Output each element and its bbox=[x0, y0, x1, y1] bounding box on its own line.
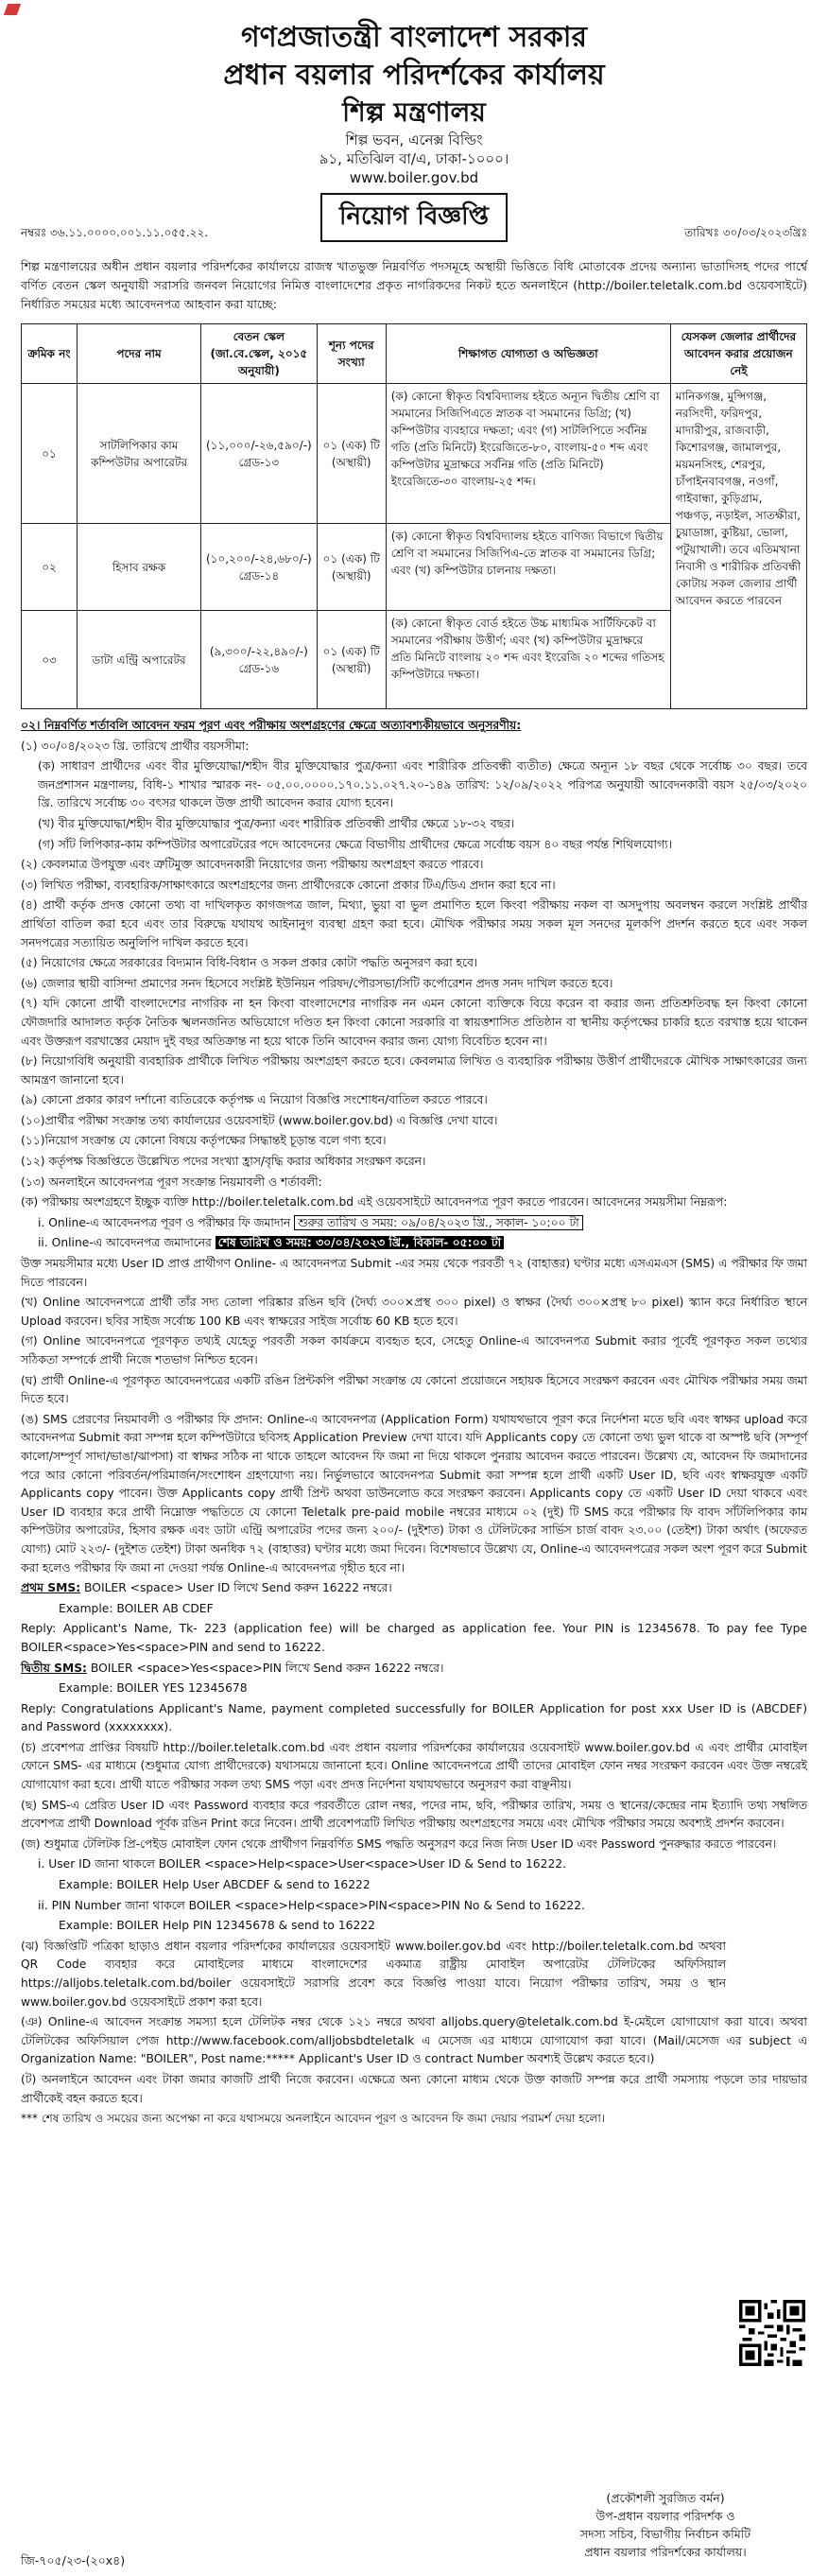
condition-item: (খ) বীর মুক্তিযোদ্ধা/শহীদ বীর মুক্তিযোদ্ধার পুত্র/কন্যা এবং শারীরিক প্রতিবন্ধী প্রার্থীর ক্ষেত্রে ১৮-৩২ বছর। bbox=[38, 816, 515, 830]
row-post: সাটলিপিকার কাম কম্পিউটার অপারেটর bbox=[78, 384, 201, 524]
online-item: (ছ) SMS-এ প্রেরিত User ID এবং Password ব্যবহার করে পরবর্তীতে রোল নম্বর, পদের নাম, ছবি, পরীক্ষার তারিখ, সময় ও স্থানের/কেন্দ্রের নাম ইত্যাদি তথ্য সম্বলিত প্রবেশপত্র প্রার্থী Download পূর্বক রঙিন Print করে নিবেন। প্রার্থী প্রবেশপত্রটি লিখিত পরীক্ষায় অংশগ্রহণের সময়ে এবং মৌখিক পরীক্ষার সময়ে অবশ্যই প্রদর্শন করবেন। bbox=[21, 1798, 807, 1831]
condition-item: (৫) নিয়োগের ক্ষেত্রে সরকারের বিদ্যমান বিধি-বিধান ও সকল প্রকার কোটা পদ্ধতি অনুসরণ করা হবে। bbox=[21, 956, 478, 970]
row-qualification: (ক) কোনো স্বীকৃত বিশ্ববিদ্যালয় হইতে বাণিজ্য বিভাগে দ্বিতীয় শ্রেণি বা সমমানের সিজিপিএ-তে স্নাতক বা সমমানের ডিগ্রি; এবং (খ) কম্পিউটার চালনায় দক্ষতা। bbox=[386, 524, 670, 611]
ministry-name: শিল্প মন্ত্রণালয় bbox=[342, 96, 486, 128]
row-scale: (১১,০০০/-২৬,৫৯০/-) গ্রেড-১৩ bbox=[201, 384, 318, 524]
sms-first-example: Example: BOILER AB CDEF bbox=[59, 1601, 214, 1615]
th-scale: বেতন স্কেল (জা.বে.স্কেল, ২০১৫ অনুযায়ী) bbox=[201, 324, 318, 384]
deadline-end bbox=[21, 1234, 807, 1253]
online-item: (ট) অনলাইনে আবেদন এবং টাকা জমার কাজটি প্রার্থী নিজে করবেন। এক্ষেত্রে অন্য কোনো মাধ্যম থেকে উক্ত কাজটি সম্পন্ন করে প্রার্থী সমস্যায় পড়লে তার দায়ভার প্রার্থীকেই বহন করতে হবে। bbox=[21, 2072, 807, 2105]
office-name: প্রধান বয়লার পরিদর্শকের কার্যালয় bbox=[223, 59, 605, 92]
conditions-heading: ০২। নিম্নবর্ণিত শর্তাবলি আবেদন ফরম পূরণ এবং পরীক্ষায় অংশগ্রহণের ক্ষেত্রে অত্যাবশ্যকীয়ভাবে অনুসরণীয়: bbox=[21, 719, 522, 732]
recovery-pin: ii. PIN Number জানা থাকলে BOILER <space>Help<space>PIN<space>PIN No & Send to 16222. bbox=[38, 1898, 585, 1912]
deadline-end-label: ii. Online-এ আবেদনপত্র জমাদানের bbox=[38, 1236, 212, 1250]
address-line2: ৯১, মতিঝিল বা/এ, ঢাকা-১০০০। bbox=[319, 150, 509, 167]
sms-second-text: BOILER <space>Yes<space>PIN লিখে Send করুন 16222 নম্বরে। bbox=[90, 1661, 444, 1675]
sms-second-example: Example: BOILER YES 12345678 bbox=[59, 1681, 248, 1696]
memo-date: তারিখঃ ৩০/০৩/২০২৩খ্রিঃ bbox=[684, 226, 807, 239]
online-item: (চ) প্রবেশপত্র প্রাপ্তির বিষয়টি http://boiler.teletalk.com.bd এবং প্রধান বয়লার পরিদর্শকের কার্যালয়ের ওয়েবসাইট www.boiler.gov.bd এ এবং প্রার্থীর মোবাইল ফোনে SMS- এর মাধ্যমে (শুধুমাত্র যোগ্য প্রার্থীদেরকে) যথাসময়ে জানানো হবে। Online আবেদনপত্রে প্রার্থী তাদের মোবাইল ফোন নম্বর সংরক্ষণ করবেন এবং উক্ত নম্বরেই যোগাযোগ করা হবে। প্রার্থী যাতে পরীক্ষার সকল তথ্য SMS পড়া এবং প্রদত্ত নির্দেশনা যথাযথভাবে অনুসরণ করা বাঞ্ছনীয়। bbox=[21, 1740, 807, 1792]
intro-paragraph: শিল্প মন্ত্রণালয়ের অধীন প্রধান বয়লার পরিদর্শকের কার্যালয়ে রাজস্ব খাতভুক্ত নিম্নবর্ণিত পদসমূহে অস্থায়ী ভিত্তিতে বিধি মোতাবেক প্রদেয় অন্যান্য ভাতাদিসহ পদের পার্শ্বে বর্ণিত বেতন স্কেল অনুযায়ী সরাসরি জনবল নিয়োগের নিমিত্ত বাংলাদেশের প্রকৃত নাগরিকদের নিকট হতে অনলাইনে (http://boiler.teletalk.com.bd ওয়েবসাইটে) নির্ধারিত সময়ের মধ্যে আবেদনপত্র আহবান করা যাচ্ছে: bbox=[21, 259, 807, 311]
condition-item: (৪) প্রার্থী কর্তৃক প্রদত্ত কোনো তথ্য বা দাখিলকৃত কাগজপত্র জাল, মিথ্যা, ভুয়া বা ভুল প্রমাণিত হলে কিংবা পরীক্ষায় নকল বা অসদুপায় অবলম্বন করলে সংশ্লিষ্ট প্রার্থীর প্রার্থিতা বাতিল করা হবে এবং তার বিরুদ্ধে যথাযথ আইনানুগ ব্যবস্থা গ্রহণ করা হবে। মৌখিক পরীক্ষার সময় সকল মূল সনদের মূলকপি প্রদর্শন করতে হবে এবং সকল সনদপত্রের সত্যায়িত অনুলিপি দাখিল করতে হবে। bbox=[21, 898, 807, 949]
final-note: *** শেষ তারিখ ও সময়ের জন্য অপেক্ষা না করে যথাসময়ে অনলাইনে আবেদন পূরণ ও আবেদন ফি জমা দেয়ার পরামর্শ দেয়া হলো। bbox=[21, 2112, 606, 2126]
govt-name: গণপ্রজাতন্ত্রী বাংলাদেশ সরকার bbox=[241, 21, 587, 54]
row-districts: মানিকগঞ্জ, মুন্সিগঞ্জ, নরসিংদী, ফরিদপুর, মাদারীপুর, রাজবাড়ী, কিশোরগঞ্জ, জামালপুর, ময়মনসিংহ, শেরপুর, চাঁপাইনবাবগঞ্জ, নওগাঁ, গাইবান্ধা, কুড়িগ্রাম, পঞ্চগড়, নড়াইল, সাতক্ষীরা, চুয়াডাঙ্গা, কুষ্টিয়া, ভোলা, পটুয়াখালী। তবে এতিমখানা নিবাসী ও শারীরিক প্রতিবন্ধী কোটায় সকল জেলার প্রার্থী আবেদন করতে পারবেন bbox=[670, 384, 806, 709]
row-vacancy: ০১ (এক) টি (অস্থায়ী) bbox=[317, 611, 386, 709]
recovery-userid-example: Example: BOILER Help User ABCDEF & send to 16222 bbox=[59, 1878, 371, 1892]
row-post: হিসাব রক্ষক bbox=[78, 524, 201, 611]
online-item: (খ) Online আবেদনপত্রে প্রার্থী তাঁর সদ্য তোলা পরিষ্কার রঙিন ছবি (দৈর্ঘ্য ৩০০×প্রস্থ ৩০০ pixel) ও স্বাক্ষর (দৈর্ঘ্য ৩০০×প্রস্থ ৮০ pixel) স্ক্যান করে নির্ধারিত স্থানে Upload করবেন। ছবির সাইজ সর্বোচ্চ 100 KB এবং স্বাক্ষরের সাইজ সর্বোচ্চ 60 KB হতে হবে। bbox=[21, 1296, 807, 1328]
condition-item: (১) ৩০/০৪/২০২৩ খ্রি. তারিখে প্রার্থীর বয়সসীমা: bbox=[21, 739, 250, 753]
recovery-userid: i. User ID জানা থাকলে BOILER <space>Help<space>User<space>User ID & Send to 16222. bbox=[38, 1857, 567, 1871]
sms-first bbox=[21, 1579, 807, 1598]
condition-item: (ক) সাধারণ প্রার্থীদের এবং বীর মুক্তিযোদ্ধা/শহীদ বীর মুক্তিযোদ্ধার পুত্র/কন্যা এবং শারীরিক প্রতিবন্ধী ব্যতীত) ক্ষেত্রে অন্যূন ১৮ বছর থেকে সর্বোচ্চ ৩০ বছর। তবে জনপ্রশাসন মন্ত্রণালয়, বিধি-১ শাখার স্মারক নং- ০৫.০০.০০০০.১৭০.১১.০২৭.২০-১৪৯ তারিখ: ১২/০৯/২০২২ পরিপত্র অনুযায়ী আবেদনকারী বয়স ২৫/০৩/২০২০ খ্রি. তারিখে সর্বোচ্চ ৩০ বৎসর থাকলে উক্ত প্রার্থী আবেদন করার যোগ্য হবেন। bbox=[38, 759, 807, 810]
sms-second-label: দ্বিতীয় SMS: bbox=[21, 1661, 87, 1675]
sms-first-reply: Reply: Applicant's Name, Tk- 223 (application fee) will be charged as application fee. Your PIN is 12345678. To pay fee Type BOILER<space>Yes<space>PIN and send to 16222. bbox=[21, 1622, 807, 1654]
conditions-section bbox=[21, 717, 807, 2129]
row-qualification: (ক) কোনো স্বীকৃত বোর্ড হইতে উচ্চ মাধ্যমিক সার্টিফিকেট বা সমমানের পরীক্ষায় উত্তীর্ণ; এবং (খ) কম্পিউটার মুদ্রাক্ষরে প্রতি মিনিটে বাংলায় ২০ শব্দ এবং ইংরেজি ২০ শব্দের গতিসহ কম্পিউটারে দক্ষতা। bbox=[386, 611, 670, 709]
deadline-start-value: শুরুর তারিখ ও সময়: ০৯/০৪/২০২৩ খ্রি., সকাল- ১০:০০ টা bbox=[294, 1215, 583, 1230]
sms-second-reply: Reply: Congratulations Applicant's Name, payment completed successfully for BOILER Application for post xxx User ID is (ABCDEF) and Password (xxxxxxxx). bbox=[21, 1701, 807, 1734]
row-vacancy: ০১ (এক) টি (অস্থায়ী) bbox=[317, 384, 386, 524]
qr-code-icon[interactable] bbox=[739, 2300, 805, 2366]
row-vacancy: ০১ (এক) টি (অস্থায়ী) bbox=[317, 524, 386, 611]
row-post: ডাটা এন্ট্রি অপারেটর bbox=[78, 611, 201, 709]
condition-item: (১০)প্রার্থীর পরীক্ষা সংক্রান্ত তথ্য কার্যালয়ের ওয়েবসাইট (www.boiler.gov.bd) এ বিজ্ঞপ্তি দেখা যাবে। bbox=[21, 1113, 498, 1127]
posts-table bbox=[21, 323, 807, 709]
th-qualification: শিক্ষাগত যোগ্যতা ও অভিজ্ঞতা bbox=[386, 324, 670, 384]
sms-first-text: BOILER <space> User ID লিখে Send করুন 16222 নম্বরে। bbox=[84, 1581, 392, 1595]
deadline-end-value: শেষ তারিখ ও সময়: ৩০/০৪/২০২৩ খ্রি., বিকাল- ০৫:০০ টা bbox=[216, 1236, 505, 1249]
memo-number: নম্বরঃ ৩৬.১১.০০০০.০০১.১১.০৫৫.২২. bbox=[21, 226, 209, 239]
row-scale: (১০,২০০/-২৪,৬৮০/-) গ্রেড-১৪ bbox=[201, 524, 318, 611]
condition-item: (১১)নিয়োগ সংক্রান্ত যে কোনো বিষয়ে কর্তৃপক্ষের সিদ্ধান্তই চূড়ান্ত বলে গণ্য হবে। bbox=[21, 1134, 387, 1148]
table-header-row bbox=[22, 324, 807, 384]
sms-second bbox=[21, 1660, 807, 1679]
condition-item: (১২) কর্তৃপক্ষ বিজ্ঞপ্তিতে উল্লেখিত পদের সংখ্যা হ্রাস/বৃদ্ধি করার অধিকার সংরক্ষণ করেন। bbox=[21, 1155, 426, 1169]
condition-item: (৮) নিয়োগবিধি অনুযায়ী ব্যবহারিক প্রার্থীকে লিখিত পরীক্ষায় অংশগ্রহণ করতে হবে। কেবলমাত্র লিখিত ও ব্যবহারিক পরীক্ষায় উত্তীর্ণ প্রার্থীদেরকে মৌখিক সাক্ষাৎকারের জন্য আমন্ত্রণ জানানো হবে। bbox=[21, 1054, 807, 1087]
online-item: (জ) শুধুমাত্র টেলিটক প্রি-পেইড মোবাইল ফোন থেকে প্রার্থীগণ নিম্নবর্ণিত SMS পদ্ধতি অনুসরণ করে নিজ নিজ User ID এবং Password পুনরুদ্ধার করতে পারবেন। bbox=[21, 1836, 777, 1851]
th-vacancy: শূন্য পদের সংখ্যা bbox=[317, 324, 386, 384]
signature-block bbox=[524, 2489, 807, 2561]
print-code: জি-৭০৫/২৩-(২০x৪) bbox=[21, 2553, 126, 2567]
signatory-title3: প্রধান বয়লার পরিদর্শকের কার্যালয়। bbox=[584, 2545, 747, 2559]
row-serial: ০১ bbox=[22, 384, 78, 524]
row-serial: ০৩ bbox=[22, 611, 78, 709]
memo-row bbox=[21, 193, 807, 250]
condition-item: (৯) কোনো প্রকার কারণ দর্শানো ব্যতিরেকে কর্তৃপক্ষ এ নিয়োগ বিজ্ঞপ্তি সংশোধন/বাতিল করতে পারবে। bbox=[21, 1093, 488, 1107]
signatory-title2: সদস্য সচিব, বিভাগীয় নির্বাচন কমিটি bbox=[579, 2527, 751, 2541]
condition-item: (৩) লিখিত পরীক্ষা, ব্যবহারিক/সাক্ষাৎকারে অংশগ্রহণের জন্য প্রার্থীদেরকে কোনো প্রকার টিএ/ডিএ প্রদান করা হবে না। bbox=[21, 878, 556, 892]
online-item: (ঝ) বিজ্ঞপ্তিটি পত্রিকা ছাড়াও প্রধান বয়লার পরিদর্শকের কার্যালয়ের ওয়েবসাইট www.boiler.gov.bd এবং http://boiler.teletalk.com.bd অথবা QR Code ব্যবহার করে মোবাইলের মাধ্যমে বাংলাদেশের একমাত্র রাষ্ট্রীয় মোবাইল অপারেটর টেলিটকের অফিসিয়াল https://alljobs.teletalk.com.bd/boiler ওয়েবসাইটে সরাসরি প্রবেশ করে বিজ্ঞপ্তি পাওয়া যাবে। নিয়োগ পরীক্ষার তারিখ, সময় ও স্থান www.boiler.gov.bd ওয়েবসাইটে প্রকাশ করা হবে। bbox=[21, 1939, 726, 2009]
row-qualification: (ক) কোনো স্বীকৃত বিশ্ববিদ্যালয় হইতে অন্যূন দ্বিতীয় শ্রেণি বা সমমানের সিজিপিএতে স্নাতক বা সমমানের ডিগ্রি; (খ) কম্পিউটার ব্যবহারে দক্ষতা; এবং (গ) সাটলিপিতে সর্বনিম্ন গতি (প্রতি মিনিটে) ইংরেজিতে-৮০, বাংলায়-৫০ শব্দ এবং কম্পিউটার মুদ্রাক্ষরে সর্বনিম্ন গতি (প্রতি মিনিটে) ইংরেজিতে-৩০ বাংলায়-২৫ শব্দ। bbox=[386, 384, 670, 524]
online-item: (ঞ) Online-এ আবেদন সংক্রান্ত সমস্যা হলে টেলিটক নম্বর থেকে ১২১ নম্বরে অথবা alljobs.query@teletalk.com.bd ই-মেইলে যোগাযোগ করা যাবে। অথবা টেলিটকের অফিসিয়াল পেজ http://www.facebook.com/alljobsbdteletalk এ মেসেজ এর মাধ্যমে যোগাযোগ করা যাবে। (Mail/মেসেজ এর subject এ Organization Name: "BOILER", Post name:***** Applicant's User ID ও contract Number অবশ্যই উল্লেখ করতে হবে।) bbox=[21, 2015, 807, 2066]
condition-item: (১৩) অনলাইনে আবেদনপত্র পূরণ সংক্রান্ত নিয়মাবলী ও শর্তাবলী: bbox=[21, 1175, 322, 1189]
th-serial: ক্রমিক নং bbox=[22, 324, 78, 384]
address-line1: শিল্প ভবন, এনেক্স বিল্ডিং bbox=[345, 131, 483, 148]
condition-item: (৭) যদি কোনো প্রার্থী বাংলাদেশের নাগরিক না হন কিংবা বাংলাদেশের নাগরিক নন এমন কোনো ব্যক্তিকে বিয়ে করেন বা করার জন্য প্রতিশ্রুতিবদ্ধ হন কিংবা কোনো ফৌজদারি আদালত কর্তৃক নৈতিক স্খলনজনিত অভিযোগে দণ্ডিত হন কিংবা কোনো সরকারি বা স্বায়ত্তশাসিত প্রতিষ্ঠান বা স্থানীয় কর্তৃপক্ষের চাকরি হতে বরখাস্ত হয়ে থাকেন এবং উক্তরূপ বরখাস্তের মেয়াদ দুই বছর অতিক্রান্ত না হয়ে থাকে তিনি আবেদন করার জন্য যোগ্য বিবেচিত হবেন না। bbox=[21, 997, 807, 1048]
th-post: পদের নাম bbox=[78, 324, 201, 384]
condition-item: (২) কেবলমাত্র উপযুক্ত এবং ত্রুটিমুক্ত আবেদনকারী নিয়োগের জন্য পরীক্ষায় অংশগ্রহণ করতে পারবে। bbox=[21, 858, 484, 872]
condition-item: (৬) জেলার স্থায়ী বাসিন্দা প্রমাণের সনদ হিসেবে সংশ্লিষ্ট ইউনিয়ন পরিষদ/পৌরসভা/সিটি কর্পোরেশন প্রদত্ত সনদ দাখিল করতে হবে। bbox=[21, 976, 613, 990]
online-item: (ঘ) প্রার্থী Online-এ পূরণকৃত আবেদনপত্রের একটি রঙিন প্রিন্টকপি পরীক্ষা সংক্রান্ত যে কোনো প্রয়োজনে সহায়ক হিসেবে সংরক্ষণ করবেন এবং মৌখিক পরীক্ষার সময় জমা দিতে হবে। bbox=[21, 1373, 807, 1406]
th-districts: যেসকল জেলার প্রার্থীদের আবেদন করার প্রয়োজন নেই bbox=[670, 324, 806, 384]
recovery-pin-example: Example: BOILER Help PIN 12345678 & send to 16222 bbox=[59, 1919, 375, 1933]
deadline-start-label: i. Online-এ আবেদনপত্র পূরণ ও পরীক্ষার ফি জমাদান bbox=[38, 1215, 291, 1229]
website: www.boiler.gov.bd bbox=[349, 169, 479, 186]
signatory-name: (প্রকৌশলী সুরজিত বর্মন) bbox=[606, 2491, 725, 2505]
table-row bbox=[22, 384, 807, 524]
condition-item: (গ) সাঁট লিপিকার-কাম কম্পিউটার অপারেটরের পদে আবেদনের ক্ষেত্রে বিভাগীয় প্রার্থীদের ক্ষেত্রে সর্বোচ্চ বয়স ৪০ বছর পর্যন্ত শিথিলযোগ্য। bbox=[38, 837, 672, 851]
letterhead bbox=[0, 0, 828, 187]
row-scale: (৯,৩০০/-২২,৪৯০/-) গ্রেড-১৬ bbox=[201, 611, 318, 709]
deadline-start bbox=[21, 1214, 807, 1233]
signatory-title1: উপ-প্রধান বয়লার পরিদর্শক ও bbox=[595, 2509, 735, 2523]
row-serial: ০২ bbox=[22, 524, 78, 611]
online-item: (ক) পরীক্ষায় অংশগ্রহণে ইচ্ছুক ব্যক্তি http://boiler.teletalk.com.bd এই ওয়েবসাইটে আবেদনপত্র পূরণ করতে পারবেন। আবেদনের সময়সীমা নিম্নরূপ: bbox=[21, 1195, 728, 1210]
online-item: (ঙ) SMS প্রেরণের নিয়মাবলী ও পরীক্ষার ফি প্রদান: Online-এ আবেদনপত্র (Application Form) যথাযথভাবে পূরণ করে নির্দেশনা মতে ছবি এবং স্বাক্ষর upload করে আবেদনপত্র Submit করা সম্পন্ন হলে কম্পিউটারে ছবিসহ Application Preview দেখা যাবে। যদি Applicants copy তে কোনো তথ্য ভুল থাকে বা অস্পষ্ট ছবি (সম্পূর্ণ কালো/সম্পূর্ণ সাদা/ভাঙা/ঝাপসা) বা স্বাক্ষর সঠিক না থাকে তাহলে আবেদন ফি জমা না দিয়ে থাকলে পুনরায় আবেদন করতে পারবেন। উল্লেখ্য যে, আবেদন ফি জমাদানের পরে আর কোনো পরিবর্তন/পরিমার্জন/সংশোধন গ্রহণযোগ্য নয়। নির্ভুলভাবে আবেদনপত্র Submit করা সম্পন্ন হলে প্রার্থী একটি User ID, ছবি এবং স্বাক্ষরযুক্ত একটি Applicants copy পাবেন। উক্ত Applicants copy প্রার্থী প্রিন্ট অথবা ডাউনলোড করে সংরক্ষণ করবেন। Applicants copy তে একটি User ID দেয়া থাকবে এবং User ID ব্যবহার করে প্রার্থী নিম্নোক্ত পদ্ধতিতে যে কোনো Teletalk pre-paid mobile নম্বরের মাধ্যমে ০২ (দুই) টি SMS করে পরীক্ষার ফি বাবদ সাঁটলিপিকার কাম কম্পিউটার অপারেটর, হিসাব রক্ষক এবং ডাটা এন্ট্রি অপারেটর পদের জন্য ২০০/- (দুইশত) টাকা ও টেলিটকের সার্ভিস চার্জ বাবদ ২৩.০০ (তেইশ) টাকা অর্থাৎ (অফেরত যোগ্য) মোট ২২৩/- (দুইশত তেইশ) টাকা অনধিক ৭২ (বাহাত্তর) ঘণ্টার মধ্যে জমা দিবেন। বিশেষভাবে উল্লেখ্য যে, Online-এ আবেদনপত্রের সকল অংশ পূরণ করে Submit করা হলেও পরীক্ষার ফি জমা না দেওয়া পর্যন্ত Online-এ আবেদনপত্র গৃহীত হবে না। bbox=[21, 1412, 807, 1575]
online-item: (গ) Online আবেদনপত্রে পূরণকৃত তথ্যই যেহেতু পরবর্তী সকল কার্যক্রমে ব্যবহৃত হবে, সেহেতু Online-এ আবেদনপত্র Submit করার পূর্বেই পূরণকৃত সকল তথ্যের সঠিকতা সম্পর্কে প্রার্থী নিজে শতভাগ নিশ্চিত হবেন। bbox=[21, 1334, 807, 1366]
notice-title: নিয়োগ বিজ্ঞপ্তি bbox=[320, 193, 508, 242]
online-item: উক্ত সময়সীমার মধ্যে User ID প্রাপ্ত প্রার্থীগণ Online- এ আবেদনপত্র Submit -এর সময় থেকে পরবর্তী ৭২ (বাহাত্তর) ঘণ্টার মধ্যে এসএমএস (SMS) এ পরীক্ষার ফি জমা দিতে পারবেন। bbox=[21, 1257, 807, 1289]
sms-first-label: প্রথম SMS: bbox=[21, 1581, 81, 1595]
